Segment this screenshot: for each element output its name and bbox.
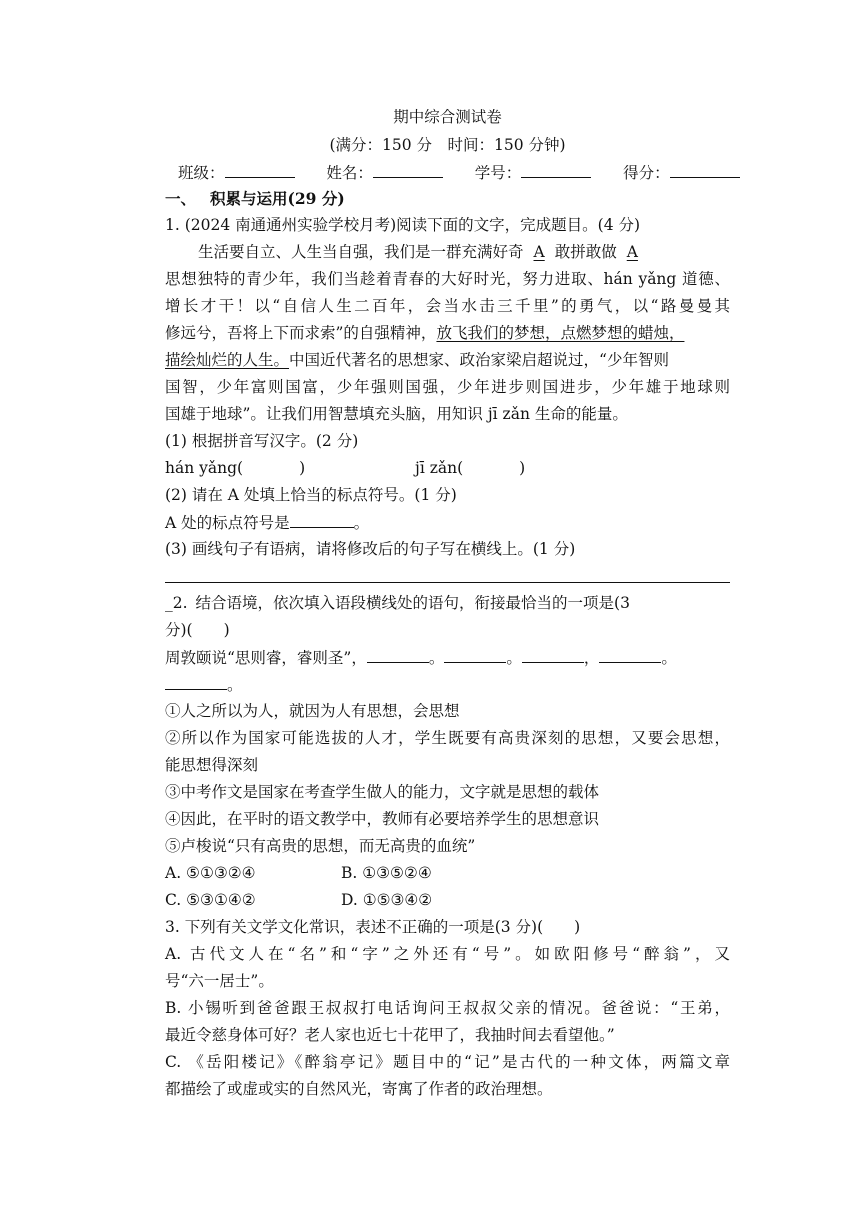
score-blank[interactable] [670,161,740,178]
choice-b[interactable]: B. ①③⑤②④ [341,864,432,882]
student-info-row [178,161,738,184]
sub-question-2-answer-row: A 处的标点符号是 。 [165,511,730,534]
question-3-option-a[interactable]: A. 古代文人在“名”和“字”之外还有“号”。如欧阳修号“醉翁”，又 [165,945,730,963]
list-item: 能思想得深刻 [165,756,259,774]
list-item: ③中考作文是国家在考查学生做人的能力，文字就是思想的载体 [165,783,600,801]
passage-line-5: 描绘灿烂的人生。中国近代著名的思想家、政治家梁启超说过，“少年智则 [165,351,669,369]
section-number: 一、 [165,189,197,208]
sub-question-2: (2) 请在 A 处填上恰当的标点符号。(1 分) [165,486,457,504]
choice-row-1 [165,862,730,884]
answer-line[interactable] [165,582,730,583]
page-subtitle: (满分：150 分 时间：150 分钟) [329,136,566,154]
fill-blank-5[interactable] [165,673,227,690]
score-label: 得分： [623,164,670,182]
student-id-label: 学号： [474,164,522,182]
passage-line-6: 国智，少年富则国富，少年强则国强，少年进步则国进步，少年雄于地球则 [165,378,730,396]
sub-question-1: (1) 根据拼音写汉字。(2 分) [165,432,359,450]
question-3-option-b-cont: 最近令慈身体可好？老人家也近七十花甲了，我抽时间去看望他。” [165,1026,615,1044]
question-2-stem: _2. 结合语境，依次填入语段横线处的语句，衔接最恰当的一项是(3 [165,594,630,612]
fill-blank-4[interactable] [599,646,661,663]
passage-line-4: 修远兮，吾将上下而求索”的自强精神，放飞我们的梦想，点燃梦想的蜡烛， [165,324,685,342]
page-title: 期中综合测试卷 [393,108,502,126]
passage-line-1: 生活要自立、人生当自强，我们是一群充满好奇 A 敢拼敢做 A [198,241,730,263]
fill-blank-3[interactable] [522,646,584,663]
choice-d[interactable]: D. ①⑤③④② [341,891,433,909]
choice-row-2 [165,889,730,911]
list-item: ②所以作为国家可能选拔的人才，学生既要有高贵深刻的思想，又要会思想， [165,729,730,747]
passage-line-7: 国雄于地球”。让我们用智慧填充头脑，用知识 jī zǎn 生命的能量。 [165,405,628,423]
question-3-option-a-cont: 号“六一居士”。 [165,972,274,990]
sub-question-3: (3) 画线句子有语病，请将修改后的句子写在横线上。(1 分) [165,540,576,558]
list-item: ①人之所以为人，就因为人有思想，会思想 [165,702,460,720]
pinyin-hanyang: hán yǎng( [165,459,244,477]
list-item: ④因此，在平时的语文教学中，教师有必要培养学生的思想意识 [165,810,600,828]
question-2-stem-cont: 分)( ) [165,621,230,639]
student-id-blank[interactable] [521,161,591,178]
punctuation-answer-blank[interactable] [290,511,354,528]
question-3-option-b[interactable]: B. 小锡听到爸爸跟王叔叔打电话询问王叔叔父亲的情况。爸爸说：“王弟， [165,999,730,1017]
class-label: 班级： [178,164,225,182]
pinyin-row: hán yǎng( ) jī zǎn( ) [165,459,526,477]
question-2-quote: 周敦颐说“思则睿，睿则圣”， 。 。 ， 。 [165,646,730,669]
fill-blank-2[interactable] [444,646,506,663]
name-blank[interactable] [373,161,443,178]
blank-a-2: A [626,243,638,261]
passage-line-3: 增长才干！以“自信人生二百年，会当水击三千里”的勇气，以“路曼曼其 [165,297,730,315]
choice-c[interactable]: C. ⑤③①④② [165,891,256,909]
question-2-quote-cont: 。 [165,673,730,696]
pinyin-jizan: jī zǎn( [415,459,464,477]
section-title: 积累与运用(29 分) [210,189,345,208]
class-blank[interactable] [225,161,295,178]
question-3-stem: 3. 下列有关文学文化常识，表述不正确的一项是(3 分)( ) [165,918,581,936]
underlined-sentence-part-2: 描绘灿烂的人生。 [165,351,290,369]
question-3-option-c-cont: 都描绘了或虚或实的自然风光，寄寓了作者的政治理想。 [165,1080,553,1098]
question-1-stem: 1. (2024 南通通州实验学校月考)阅读下面的文字，完成题目。(4 分) [165,216,641,234]
question-3-option-c[interactable]: C. 《岳阳楼记》《醉翁亭记》题目中的“记”是古代的一种文体，两篇文章 [165,1053,730,1071]
fill-blank-1[interactable] [367,646,429,663]
passage-line-2: 思想独特的青少年，我们当趁着青春的大好时光，努力进取、hán yǎng 道德、 [165,270,730,288]
section-heading [165,188,730,210]
blank-a-1: A [533,243,545,261]
choice-a[interactable]: A. ⑤①③②④ [165,864,256,882]
name-label: 姓名： [326,164,373,182]
list-item: ⑤卢梭说“只有高贵的思想，而无高贵的血统” [165,837,476,855]
underlined-sentence-part-1: 放飞我们的梦想，点燃梦想的蜡烛， [436,324,685,342]
